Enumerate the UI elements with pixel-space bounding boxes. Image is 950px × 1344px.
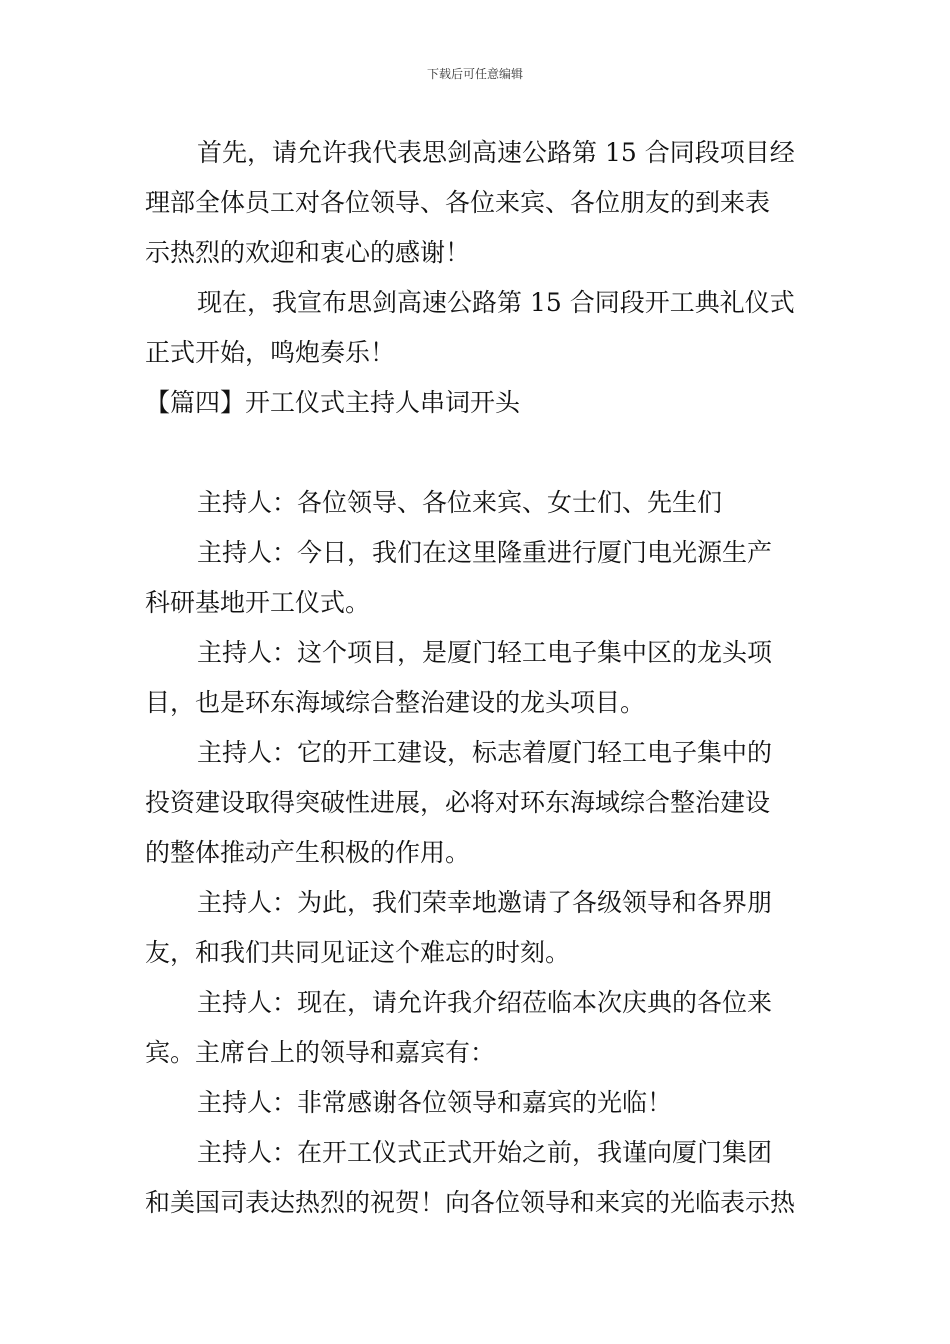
blank-line	[145, 428, 810, 478]
document-body	[145, 128, 810, 1228]
text-line: 主持人：为此，我们荣幸地邀请了各级领导和各界朋	[197, 888, 773, 917]
text-line: 的整体推动产生积极的作用。	[145, 838, 471, 867]
text-line: 主持人：各位领导、各位来宾、女士们、先生们	[197, 488, 723, 517]
text-line: 主持人：现在，请允许我介绍莅临本次庆典的各位来	[197, 988, 773, 1017]
text-line: 主持人：它的开工建设，标志着厦门轻工电子集中的	[197, 738, 773, 767]
text-line: 科研基地开工仪式。	[145, 588, 371, 617]
text-line: 目，也是环东海域综合整治建设的龙头项目。	[145, 688, 646, 717]
paragraph-block-host-script	[145, 478, 810, 1228]
text-line: 现在，我宣布思剑高速公路第 15 合同段开工典礼仪式	[197, 288, 795, 317]
page-header-note: 下载后可任意编辑	[426, 67, 523, 81]
text-line: 主持人：非常感谢各位领导和嘉宾的光临！	[197, 1088, 673, 1117]
text-line: 主持人：在开工仪式正式开始之前，我谨向厦门集团	[197, 1138, 773, 1167]
text-line: 和美国司表达热烈的祝贺！向各位领导和来宾的光临表示热	[145, 1188, 796, 1217]
section-title: 【篇四】开工仪式主持人串词开头	[145, 388, 521, 417]
text-line: 主持人：今日，我们在这里隆重进行厦门电光源生产	[197, 538, 773, 567]
text-line: 主持人：这个项目，是厦门轻工电子集中区的龙头项	[197, 638, 773, 667]
text-line: 友，和我们共同见证这个难忘的时刻。	[145, 938, 571, 967]
text-line: 示热烈的欢迎和衷心的感谢！	[145, 238, 471, 267]
text-line: 宾。主席台上的领导和嘉宾有：	[145, 1038, 496, 1067]
paragraph-block-opening	[145, 128, 810, 378]
text-line: 首先，请允许我代表思剑高速公路第 15 合同段项目经	[197, 138, 795, 167]
text-line: 理部全体员工对各位领导、各位来宾、各位朋友的到来表	[145, 188, 771, 217]
text-line: 正式开始，鸣炮奏乐！	[145, 338, 396, 367]
text-line: 投资建设取得突破性进展，必将对环东海域综合整治建设	[145, 788, 771, 817]
